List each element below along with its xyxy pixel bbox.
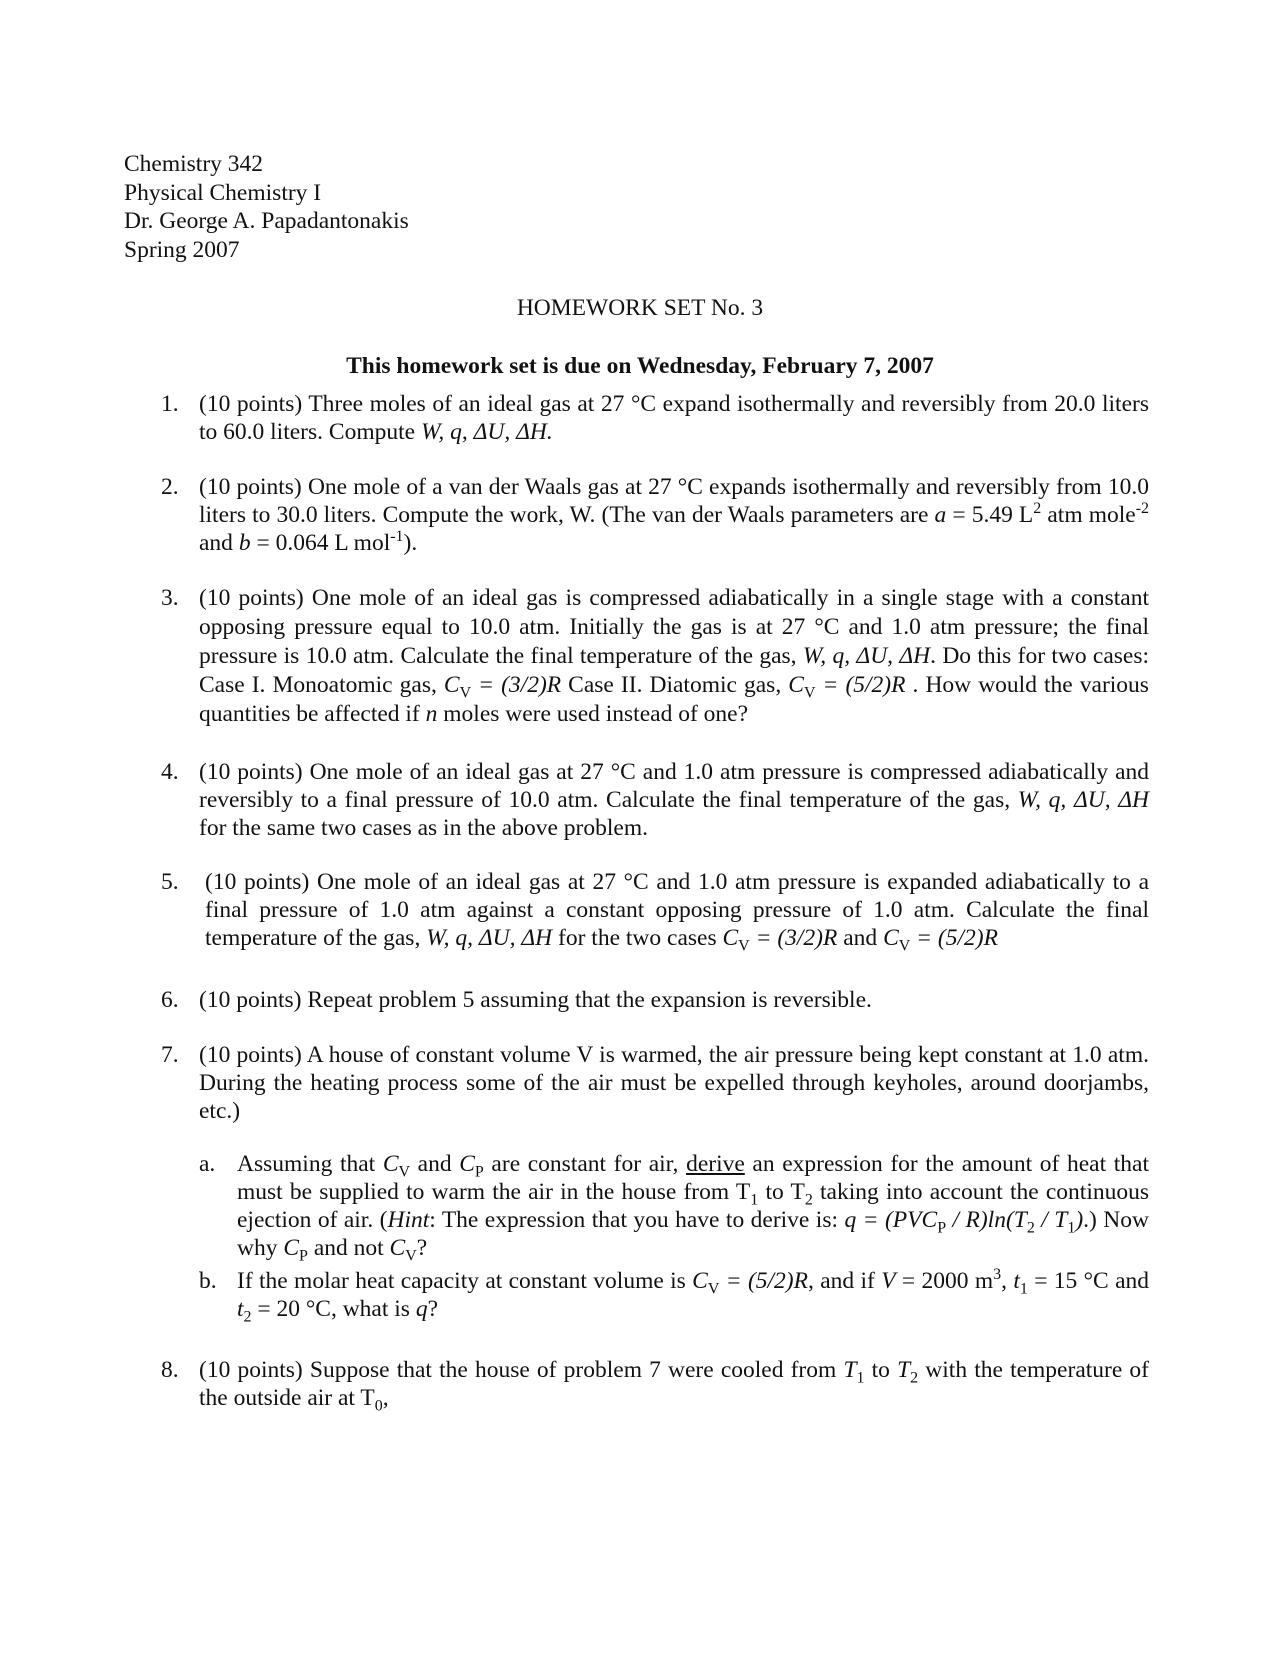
text-run: with the temperature of the outside air at T: [199, 1357, 1150, 1411]
math-run: C: [389, 1235, 406, 1261]
math-run: b: [238, 530, 251, 556]
problem-text: [199, 758, 1149, 842]
text-run: and: [199, 530, 239, 556]
math-run: W, q, ΔU, ΔH.: [420, 419, 553, 445]
text-run: moles were used instead of one?: [437, 701, 749, 727]
underlined-text: derive: [686, 1151, 745, 1177]
text-run: for the same two cases as in the above problem.: [199, 815, 648, 841]
text-run: an expression for the amount of heat that must be supplied to warm the air in the house from T: [237, 1151, 1150, 1205]
problem-text: [199, 1041, 1149, 1125]
problem-text: [199, 584, 1149, 729]
subpart-text: [237, 1266, 1149, 1326]
text-run: .) Now why: [237, 1207, 1149, 1261]
text-run: One mole of a van der Waals gas at 27 °C expands isothermally and reversibly from 10.0 liters to 30.0 liters. Compute the work, W. (The van der Waals parameters are: [199, 474, 1149, 528]
text-run: Case II. Diatomic gas,: [561, 672, 789, 698]
math-run: a: [934, 502, 947, 528]
superscript: 3: [993, 1266, 1002, 1284]
problem-3: [161, 584, 1149, 729]
math-run: W, q, ΔU, ΔH: [426, 925, 553, 951]
text-run: ,: [382, 1385, 389, 1411]
superscript: 2: [1033, 500, 1042, 518]
problem-points: (10 points): [199, 1042, 302, 1068]
text-run: Three moles of an ideal gas at 27 °C expand isothermally and reversibly from 20.0 liters to 60.0 liters. Compute: [199, 391, 1149, 445]
math-run: / T: [1034, 1207, 1068, 1233]
problem-number: 8.: [161, 1357, 179, 1383]
math-run: C: [283, 1235, 300, 1261]
problem-text: [199, 390, 1149, 446]
text-run: = 15 °C and: [1027, 1268, 1149, 1294]
text-run: to T: [758, 1179, 805, 1205]
subscript: 2: [804, 1191, 813, 1209]
math-run: t: [1013, 1268, 1020, 1294]
text-run: ,: [1001, 1268, 1014, 1294]
subpart-label: a.: [199, 1151, 216, 1177]
subscript: V: [738, 937, 750, 955]
subscript: 1: [750, 1191, 759, 1209]
problem-points: (10 points): [199, 1357, 303, 1383]
subscript: 2: [243, 1308, 252, 1326]
problem-text: [199, 986, 1149, 1014]
course-header: [124, 150, 409, 264]
text-run: : The expression that you have to derive is:: [429, 1207, 845, 1233]
text-run: ?: [427, 1296, 439, 1322]
subscript: V: [459, 684, 472, 702]
problem-7: [161, 1041, 1149, 1125]
subscript: 1: [856, 1369, 865, 1387]
subscript: V: [898, 937, 911, 955]
text-run: ?: [416, 1235, 428, 1261]
math-run: / R)ln(T: [946, 1207, 1027, 1233]
math-run: = (3/2)R: [471, 672, 562, 698]
math-run: C: [788, 672, 804, 698]
problem-5: [161, 868, 1150, 955]
text-run: atm mole: [1041, 502, 1136, 528]
math-run: T: [897, 1357, 911, 1383]
problem-7b: [199, 1266, 1149, 1326]
course-title: Physical Chemistry I: [124, 179, 322, 206]
math-run: C: [459, 1151, 475, 1177]
text-run: to: [864, 1357, 898, 1383]
math-run: q: [415, 1296, 428, 1322]
course-number: Chemistry 342: [124, 151, 264, 177]
problem-2: [161, 473, 1149, 557]
text-run: = 20 °C, what is: [251, 1296, 416, 1322]
due-date-notice: This homework set is due on Wednesday, February 7, 2007: [346, 353, 934, 379]
superscript: -1: [390, 528, 404, 546]
problem-points: (10 points): [199, 391, 303, 417]
text-run: = 0.064 L mol: [250, 530, 391, 556]
math-run: = (5/2)R: [815, 672, 906, 698]
text-run: for the two cases: [552, 925, 723, 951]
text-run: One mole of an ideal gas is compressed adiabatically in a single stage with a constant opposing pressure equal to 10.0 atm. Initially the gas is at 27 °C and 1.0 atm pressure; the final pressure is 10.0 atm. Calculate the final temperature of the gas,: [199, 585, 1150, 669]
problem-number: 5.: [161, 869, 179, 895]
subscript: V: [803, 684, 816, 702]
subscript: 2: [910, 1369, 919, 1387]
text-run: Suppose that the house of problem 7 were cooled from: [309, 1357, 844, 1383]
math-run: ): [1075, 1207, 1084, 1233]
math-run: t: [237, 1296, 244, 1322]
text-run: One mole of an ideal gas at 27 °C and 1.0 atm pressure is compressed adiabatically and reversibly to a final pressure of 10.0 atm. Calculate the final temperature of the gas,: [199, 759, 1150, 813]
subscript: P: [474, 1163, 484, 1181]
math-run: W, q, ΔU, ΔH: [1017, 787, 1149, 813]
math-run: q = (PVC: [844, 1207, 938, 1233]
subscript: P: [299, 1247, 308, 1265]
math-run: Hint: [387, 1207, 430, 1233]
math-run: C: [382, 1151, 399, 1177]
text-run: , and if: [807, 1268, 882, 1294]
problem-8: [161, 1356, 1150, 1415]
math-run: C: [883, 925, 899, 951]
text-run: taking into account the continuous ejection of air. (: [237, 1179, 1149, 1233]
text-run: If the molar heat capacity at constant volume is: [237, 1268, 693, 1294]
text-run: A house of constant volume V is warmed, the air pressure being kept constant at 1.0 atm. During the heating process some of the air must be expelled through keyholes, around doorjambs, etc.): [199, 1042, 1149, 1124]
text-run: and not: [307, 1235, 390, 1261]
math-run: n: [425, 701, 438, 727]
instructor-name: Dr. George A. Papadantonakis: [124, 208, 409, 234]
text-run: . Do this for two cases: Case I. Monoatomic gas,: [199, 643, 1149, 698]
math-run: T: [843, 1357, 857, 1383]
subscript: V: [707, 1280, 720, 1298]
text-run: are constant for air,: [483, 1151, 687, 1177]
problem-text: [199, 1356, 1150, 1415]
problem-points: (10 points): [199, 759, 303, 785]
problem-points: (10 points): [199, 585, 304, 611]
problem-1: [161, 390, 1149, 446]
text-run: and: [837, 925, 884, 951]
problem-number: 4.: [161, 759, 179, 785]
problem-number: 7.: [161, 1042, 179, 1068]
math-run: C: [692, 1268, 708, 1294]
subscript: 1: [1067, 1219, 1076, 1237]
math-run: = (3/2)R: [749, 925, 838, 951]
problem-number: 3.: [161, 585, 179, 611]
subscript: 2: [1026, 1219, 1035, 1237]
problem-6: [161, 986, 1149, 1014]
math-run: W, q, ΔU, ΔH: [802, 643, 931, 669]
text-run: ).: [403, 530, 418, 556]
problem-text: [199, 473, 1149, 557]
problem-text: [205, 868, 1150, 955]
text-run: One mole of an ideal gas at 27 °C and 1.0 atm pressure is expanded adiabatically to a final pressure of 1.0 atm against a constant opposing pressure of 1.0 atm. Calculate the final temperature of the gas,: [205, 869, 1150, 951]
math-run: = (5/2)R: [719, 1268, 808, 1294]
text-run: Repeat problem 5 assuming that the expansion is reversible.: [307, 987, 872, 1013]
subscript: P: [937, 1219, 947, 1237]
problem-number: 2.: [161, 474, 179, 500]
math-run: C: [722, 925, 739, 951]
subscript: 1: [1019, 1280, 1028, 1298]
problem-number: 6.: [161, 987, 179, 1013]
text-run: and: [410, 1151, 460, 1177]
math-run: = (5/2)R: [910, 925, 998, 951]
math-run: C: [443, 672, 460, 698]
problem-7a: [199, 1150, 1150, 1265]
problem-points: (10 points): [199, 474, 302, 500]
text-run: = 2000 m: [895, 1268, 994, 1294]
subscript: 0: [374, 1397, 383, 1415]
subpart-label: b.: [199, 1268, 217, 1294]
problem-points: (10 points): [205, 869, 310, 895]
math-run: V: [881, 1268, 896, 1294]
problem-number: 1.: [161, 391, 179, 417]
text-run: = 5.49 L: [946, 502, 1034, 528]
term: Spring 2007: [124, 236, 240, 263]
text-run: . How would the various quantities be affected if: [199, 672, 1149, 727]
page-title: HOMEWORK SET No. 3: [516, 295, 764, 321]
subscript: V: [405, 1247, 417, 1265]
problem-points: (10 points): [199, 987, 302, 1013]
text-run: Assuming that: [237, 1151, 383, 1177]
problem-4: [161, 758, 1149, 842]
subscript: V: [398, 1163, 411, 1181]
subpart-text: [237, 1150, 1150, 1265]
superscript: -2: [1135, 500, 1150, 518]
